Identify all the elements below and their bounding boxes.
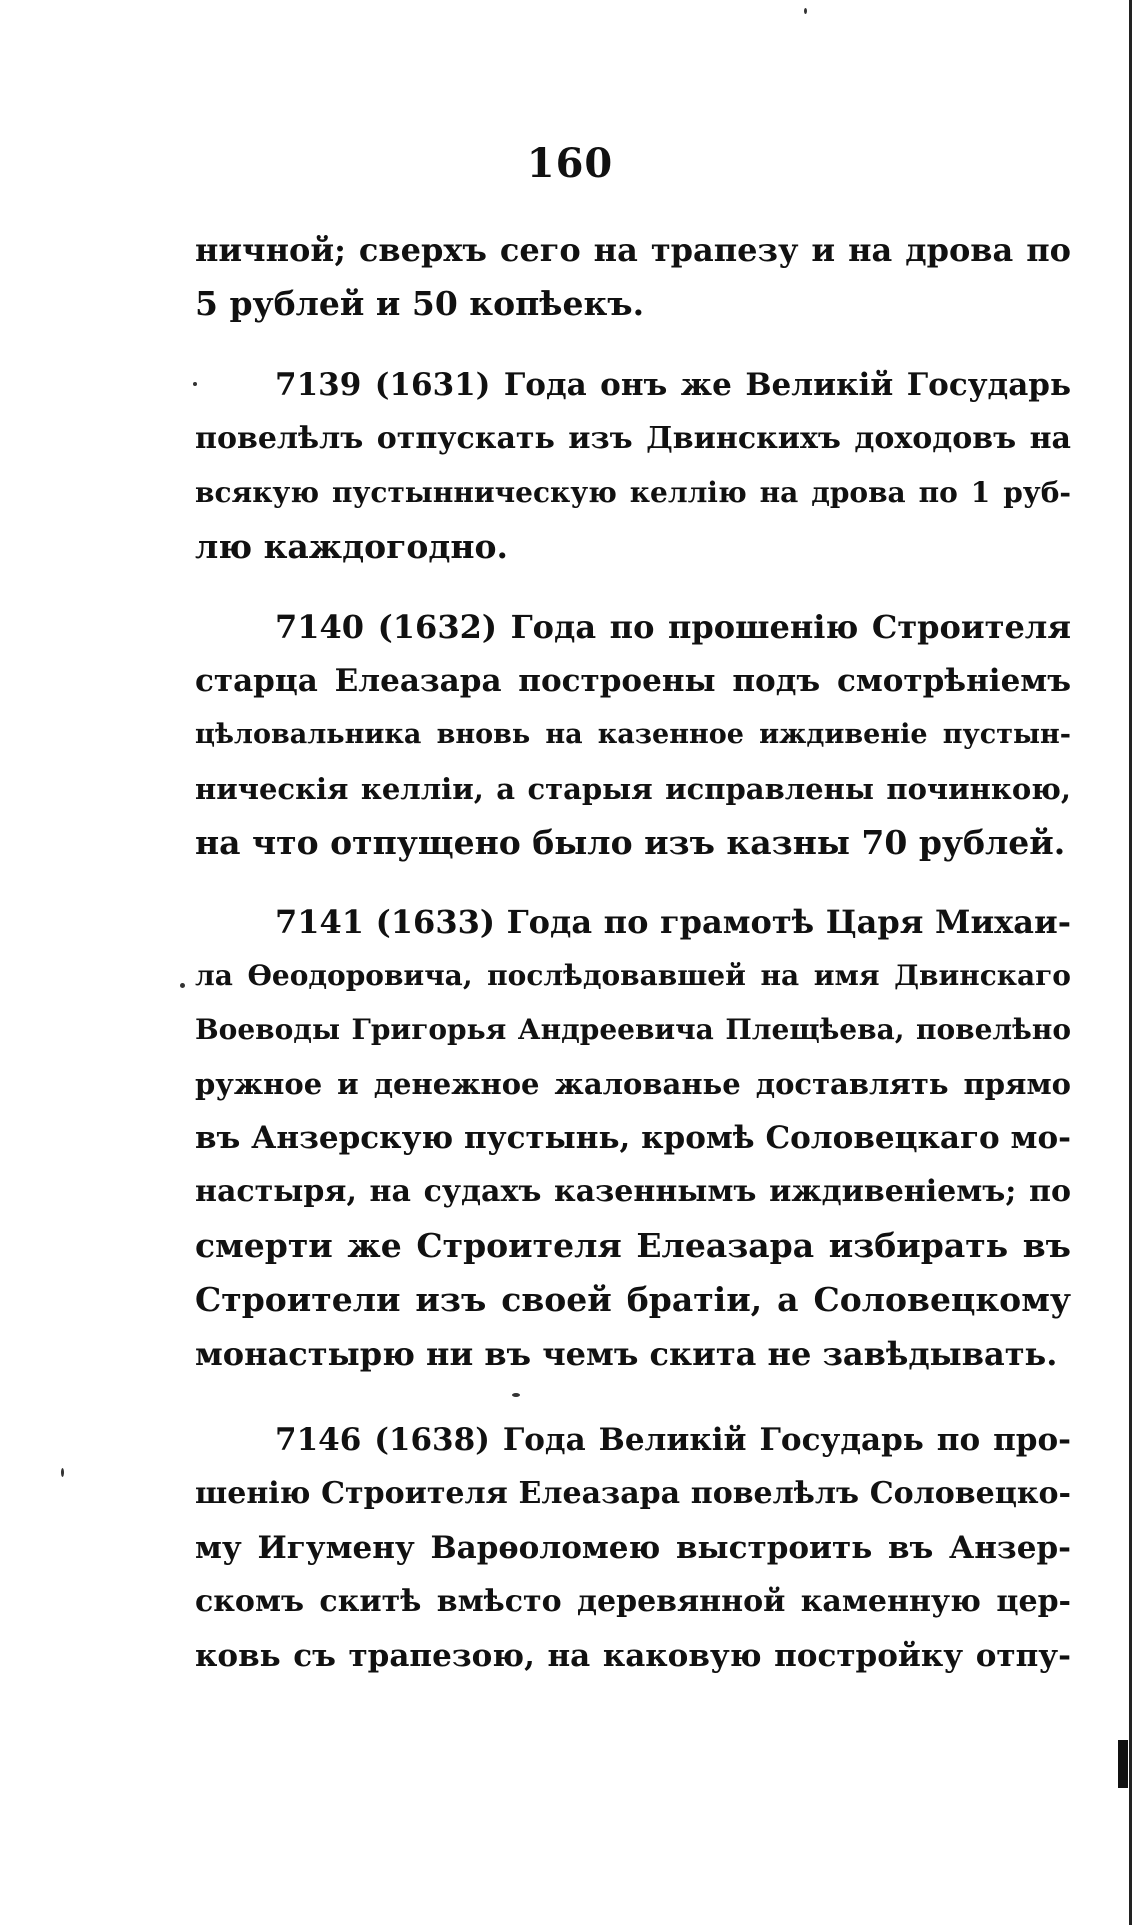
text-line: цѣловальника вновь на казенное иждивеніе пустын- (195, 719, 1071, 750)
ink-speck (512, 1393, 520, 1397)
text-line: ружное и денежное жалованье доставлять прямо (195, 1067, 1071, 1101)
text-line: на что отпущено было изъ казны 70 рублей. (195, 823, 1066, 862)
paragraph-continuation (195, 223, 1071, 331)
text-line: 7141 (1633) Года по грамотѣ Царя Михаи- (275, 903, 1071, 941)
paragraph-7146 (195, 1413, 1071, 1683)
paragraph-7139 (195, 358, 1071, 574)
paragraph-7141 (195, 895, 1071, 1381)
page-edge-line (1129, 0, 1132, 1925)
ink-speck (61, 1468, 64, 1477)
text-line: шенію Строителя Елеазара повелѣлъ Соловецко- (195, 1476, 1071, 1511)
text-line: му Игумену Варѳоломею выстроить въ Анзер- (195, 1530, 1071, 1566)
text-line: ническія келліи, а старыя исправлены починкою, (195, 772, 1071, 806)
paragraph-7140 (195, 600, 1071, 870)
text-line: 7139 (1631) Года онъ же Великій Государь (275, 367, 1071, 403)
text-line: старца Елеазара построены подъ смотрѣніемъ (195, 663, 1071, 699)
text-line: Строители изъ своей братіи, а Соловецкому (195, 1280, 1071, 1319)
text-line: въ Анзерскую пустынь, кромѣ Соловецкаго мо- (195, 1120, 1071, 1156)
text-line: настыря, на судахъ казеннымъ иждивеніемъ; по (195, 1174, 1071, 1209)
text-line: монастырю ни въ чемъ скита не завѣдывать. (195, 1335, 1058, 1373)
text-line: смерти же Строителя Елеазара избирать въ (195, 1226, 1071, 1265)
text-line: ла Ѳеодоровича, послѣдовавшей на имя Двинскаго (195, 959, 1071, 992)
text-line: ковь съ трапезою, на каковую постройку отпу- (195, 1638, 1071, 1674)
ink-speck (804, 8, 807, 14)
text-line: 5 рублей и 50 копѣекъ. (195, 284, 645, 323)
text-line: 7140 (1632) Года по прошенію Строителя (275, 608, 1071, 646)
page-edge-mark (1118, 1740, 1128, 1788)
ink-speck (180, 983, 185, 988)
ink-speck (193, 382, 197, 386)
page-number: 160 (526, 140, 614, 187)
text-line: повелѣлъ отпускать изъ Двинскихъ доходовъ на (195, 421, 1071, 456)
text-line: всякую пустынническую келлію на дрова по 1 руб- (195, 476, 1071, 509)
text-line: лю каждогодно. (195, 527, 509, 566)
text-line: Воеводы Григорья Андреевича Плещѣева, повелѣно (195, 1013, 1071, 1046)
text-line: скомъ скитѣ вмѣсто деревянной каменную цер- (195, 1584, 1071, 1619)
text-line: ничной; сверхъ сего на трапезу и на дрова по (195, 231, 1071, 269)
text-line: 7146 (1638) Года Великій Государь по про- (275, 1422, 1071, 1458)
